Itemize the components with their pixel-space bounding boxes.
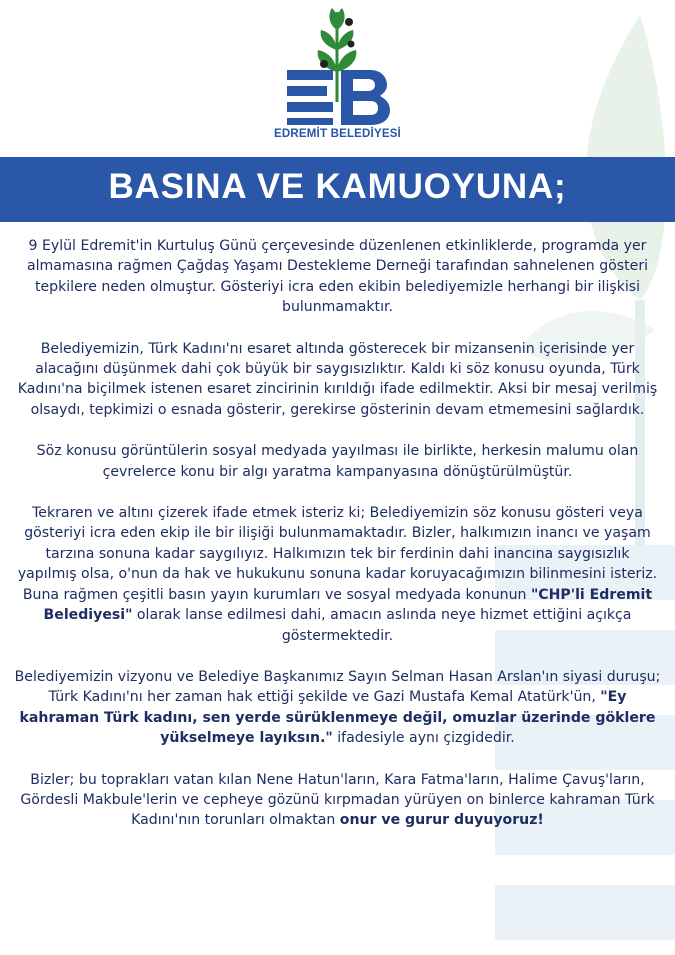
header-logo bbox=[0, 0, 675, 150]
paragraph-text: olarak lanse edilmesi dahi, amacın aslında neye hizmet ettiğini açıkça göstermektedir. bbox=[132, 607, 632, 644]
ataturk-quote: "Ey kahraman Türk kadını, sen yerde sürüklenmeye değil, omuzlar üzerinde göklere yükselmeye layıksın." bbox=[19, 689, 656, 747]
statement-body bbox=[0, 236, 675, 852]
paragraph-text: 9 Eylül Edremit'in Kurtuluş Günü çerçevesinde düzenlenen etkinliklerde, programda yer almamasına rağmen Çağdaş Yaşamı Destekleme Derneği tarafından sahnelenen gösteri tepkilere neden olmuştur. Gösteriyi icra eden ekibin belediyemizle herhangi bir ilişkisi bulunmamaktır. bbox=[26, 238, 649, 316]
paragraph-2 bbox=[14, 339, 661, 421]
emphasis-text: "CHP'li Edremit Belediyesi" bbox=[43, 586, 653, 624]
paragraph-text: ifadesiyle aynı çizgidedir. bbox=[332, 730, 515, 747]
paragraph-text: Bizler; bu toprakları vatan kılan Nene Hatun'ların, Kara Fatma'ların, Halime Çavuş'ların, Gördesli Makbule'lerin ve cepheye gözünü kırpmadan yürüyen on binlerce kahraman Türk Kadını'nın torunları olmaktan bbox=[20, 771, 655, 829]
paragraph-text: Söz konusu görüntülerin sosyal medyada yayılması ile birlikte, herkesin malumu olan çevrelerce konu bir algı yaratma kampanyasına dönüştürülmüştür. bbox=[36, 443, 639, 480]
paragraph-6 bbox=[14, 770, 661, 831]
paragraph-4 bbox=[14, 503, 661, 646]
paragraph-3 bbox=[14, 441, 661, 482]
paragraph-text: Belediyemizin vizyonu ve Belediye Başkanımız Sayın Selman Hasan Arslan'ın siyasi duruşu; Türk Kadını'nı her zaman hak ettiği şekilde ve Gazi Mustafa Kemal Atatürk'ün, bbox=[14, 668, 661, 706]
paragraph-text: Belediyemizin, Türk Kadını'nı esaret altında gösterecek bir mizansenin içerisinde yer alacağını düşünmek dahi çok büyük bir saygısızlıktır. Kaldı ki söz konusu oyunda, Türk Kadını'na biçilmek istenen esaret zincirinin kırıldığı ifade edilmektir. Aksi bir mesaj verilmiş olsaydı, tepkimizi o esnada gösterir, gerekirse gösterinin devam etmemesini sağlardık. bbox=[17, 340, 658, 418]
page-title: BASINA VE KAMUOYUNA; bbox=[108, 167, 567, 206]
title-banner bbox=[0, 157, 675, 222]
paragraph-5 bbox=[14, 667, 661, 749]
closing-emphasis: onur ve gurur duyuyoruz! bbox=[339, 812, 544, 829]
edremit-belediyesi-logo-icon bbox=[262, 2, 412, 127]
paragraph-text: Tekraren ve altını çizerek ifade etmek isteriz ki; Belediyemizin söz konusu gösteri veya gösteriyi icra eden ekip ile bir ilişiği bulunmamaktadır. Bizler, halkımızın inancı ve yaşam tarzına sonuna kadar saygılıyız. Halkımızın tek bir ferdinin dahi inancına saygısızlık yapılmış olsa, o'nun da hak ve hukukunu sonuna kadar koruyacağımızın bilinmesini isteriz. Buna rağmen çeşitli basın yayın kurumları ve sosyal medyada konunun bbox=[17, 505, 658, 603]
logo-name: EDREMİT BELEDİYESİ bbox=[274, 128, 401, 140]
paragraph-1 bbox=[14, 236, 661, 318]
